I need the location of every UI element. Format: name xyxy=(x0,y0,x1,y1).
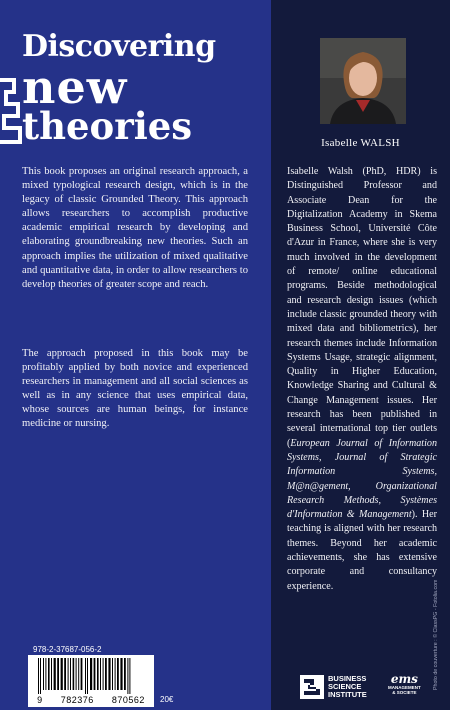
author-bio-text: ). Her teaching is aligned with her research themes. Beyond her academic achievements, she has extensive corporate and consultancy experience. xyxy=(287,509,438,592)
barcode-bar xyxy=(115,658,116,690)
barcode-bar xyxy=(117,658,119,690)
barcode-bar xyxy=(103,658,104,690)
barcode-bar xyxy=(124,658,126,690)
barcode-bar xyxy=(61,658,63,690)
publisher-logo xyxy=(300,675,367,699)
barcode-bar xyxy=(81,658,83,690)
barcode-digits xyxy=(28,695,154,705)
ems-line-2: & SOCIETE xyxy=(392,690,417,695)
title-line-2: new xyxy=(22,60,128,114)
book-title xyxy=(22,29,267,148)
title-line-3: theories xyxy=(22,104,193,148)
ems-logo xyxy=(388,673,421,695)
barcode-bar xyxy=(38,658,39,694)
publisher-line-3: INSTITUTE xyxy=(328,690,367,699)
barcode-bar xyxy=(90,658,92,690)
author-bio xyxy=(287,165,437,594)
barcode-bar xyxy=(78,658,79,690)
isbn-text: 978-2-37687-056-2 xyxy=(33,645,102,654)
barcode-bar xyxy=(70,658,71,690)
barcode-bar xyxy=(100,658,101,690)
publisher-line-2: SCIENCE xyxy=(328,682,362,691)
barcode-bar xyxy=(45,658,46,690)
barcode-bar xyxy=(108,658,110,690)
title-line-1: Discovering xyxy=(22,29,216,64)
barcode-bar xyxy=(43,658,44,690)
barcode-bar xyxy=(68,658,69,690)
price: 20€ xyxy=(160,695,174,704)
barcode-bar xyxy=(127,658,128,694)
author-photo xyxy=(320,38,406,124)
barcode-bar xyxy=(97,658,99,690)
publisher-name xyxy=(328,675,367,699)
publisher-line-1: BUSINESS xyxy=(328,674,367,683)
ems-line-1: MANAGEMENT xyxy=(388,685,421,690)
barcode-bar xyxy=(73,658,75,690)
blurb-paragraph-1: This book proposes an original research approach, a mixed typological research design, which is in the legacy of classic Grounded Theory. This approach allows researchers to accomplish productive academic empirical research by developing and elaborating groundbreaking new theories. Such an approach implies the utilization of mixed qualitative and quantitative data, in order to allow researchers to develop theories of greater scope and reach. xyxy=(22,166,248,290)
barcode-bar xyxy=(76,658,77,690)
barcode-bar xyxy=(48,658,50,690)
photo-credit: Photo de couverture : © ClassPG - Fotolia.com xyxy=(433,579,439,690)
barcode xyxy=(28,655,154,707)
author-portrait-image xyxy=(320,38,406,124)
barcode-bar xyxy=(87,658,88,694)
author-name: Isabelle WALSH xyxy=(321,137,400,149)
blurb-paragraph-2: The approach proposed in this book may be profitably applied by both novice and experienced researchers in management and all social sciences as well as in any science that uses empirical data, whose sources are human beings, for instance medicine or nursing. xyxy=(22,348,248,430)
author-bio-journals: European Journal of Information Systems, Journal of Strategic Information Systems, M@n@gement, Organizational Research Methods, Systèmes d'Information & Management xyxy=(287,437,437,521)
barcode-bar xyxy=(54,658,56,690)
barcode-bar xyxy=(94,658,96,690)
barcode-digit-group: 9 xyxy=(37,695,43,705)
barcode-bar xyxy=(120,658,122,690)
barcode-digit-group: 782376 xyxy=(60,695,94,705)
barcode-bar xyxy=(40,658,41,694)
author-bio-text: Isabelle Walsh (PhD, HDR) is Distinguished Professor and Associate Dean for the Digitalization Academy in Skema Business School, Université Côte d'Azur in France, where she is very much involved in the development of remote/ online educational programs. Beside methodological and research design issues (which include classic grounded theory with mixed data and bibliometrics), her research themes include Information Systems Usage, strategic alignment, Quality in Higher Education, Knowledge Sharing and Cultural & Change Management issues. Her research has been published in several international top tier outlets ( xyxy=(287,166,437,449)
barcode-bar xyxy=(57,658,59,690)
barcode-bars xyxy=(38,658,144,694)
barcode-digit-group: 870562 xyxy=(111,695,145,705)
barcode-bar xyxy=(64,658,66,690)
barcode-bar xyxy=(129,658,130,694)
barcode-bar xyxy=(51,658,52,690)
barcode-bar xyxy=(112,658,113,690)
bsi-logo-icon xyxy=(300,675,324,699)
barcode-bar xyxy=(85,658,86,694)
barcode-bar xyxy=(105,658,107,690)
ems-mark: ems xyxy=(390,672,418,686)
